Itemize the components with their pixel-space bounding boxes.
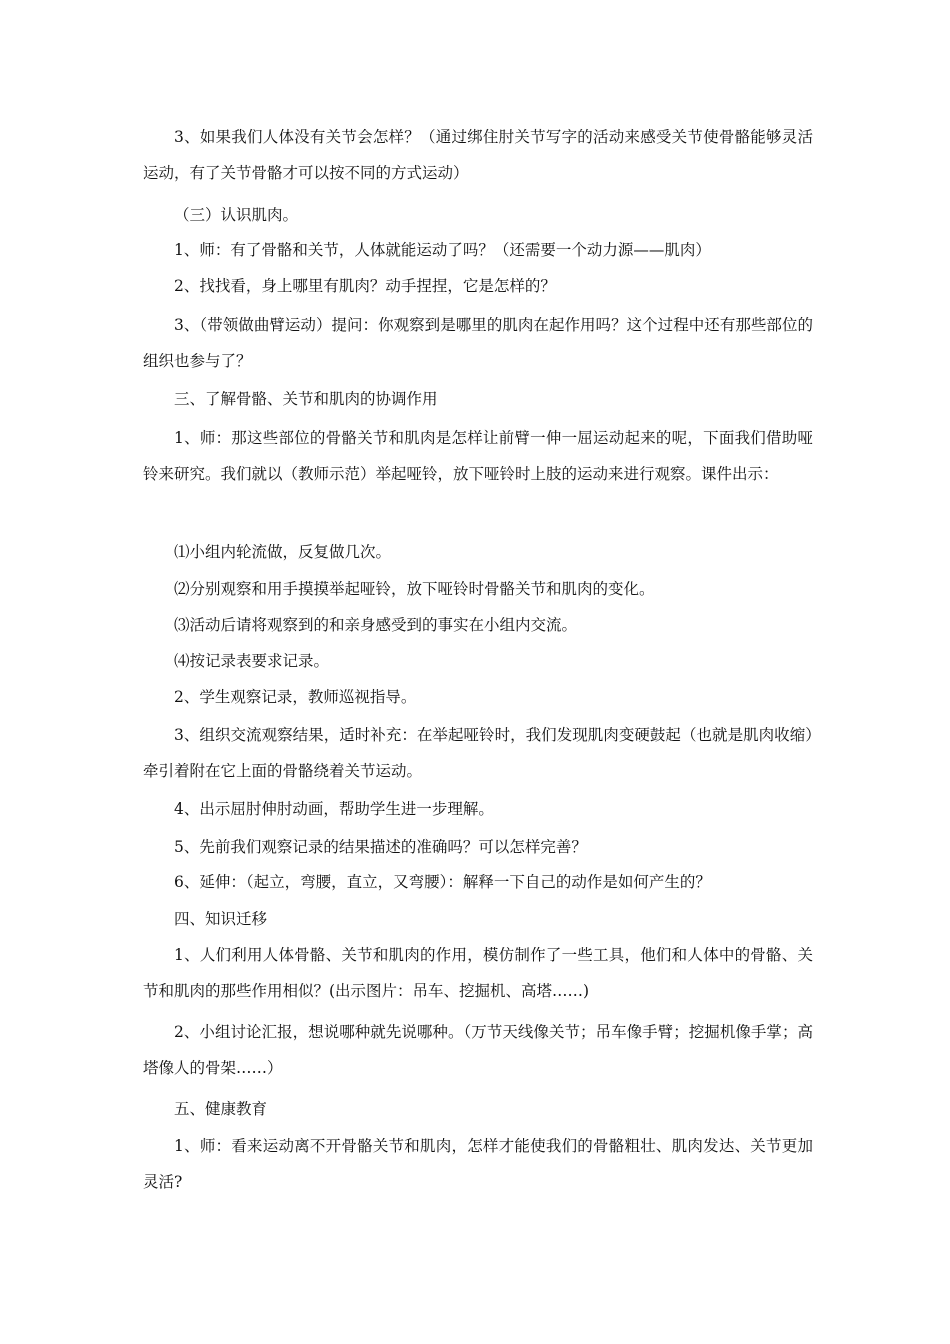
paragraph-health-1: 1、师：看来运动离不开骨骼关节和肌肉，怎样才能使我们的骨骼粗壮、肌肉发达、关节更加灵活?	[143, 1137, 813, 1191]
paragraph-muscle-1: 1、师：有了骨骼和关节，人体就能运动了吗？（还需要一个动力源——肌肉）	[174, 241, 711, 259]
paragraph-coordination-6: 6、延伸：（起立，弯腰，直立，又弯腰）：解释一下自己的动作是如何产生的？	[174, 873, 711, 891]
paragraph-transfer-1: 1、人们利用人体骨骼、关节和肌肉的作用，模仿制作了一些工具，他们和人体中的骨骼、关节和肌肉的那些作用相似？(出示图片：吊车、挖掘机、高塔……)	[143, 946, 813, 1000]
list-item-1: ⑴小组内轮流做，反复做几次。	[174, 543, 392, 561]
paragraph-coordination-3: 3、组织交流观察结果，适时补充：在举起哑铃时，我们发现肌肉变硬鼓起（也就是肌肉收缩）牵引着附在它上面的骨骼绕着关节运动。	[143, 726, 813, 780]
list-item-3: ⑶活动后请将观察到的和亲身感受到的事实在小组内交流。	[174, 616, 578, 634]
paragraph-coordination-5: 5、先前我们观察记录的结果描述的准确吗？可以怎样完善？	[174, 838, 587, 856]
paragraph-coordination-2: 2、学生观察记录，教师巡视指导。	[174, 688, 417, 706]
list-item-2: ⑵分别观察和用手摸摸举起哑铃，放下哑铃时骨骼关节和肌肉的变化。	[174, 580, 655, 598]
paragraph-transfer-2: 2、小组讨论汇报，想说哪种就先说哪种。（万节天线像关节；吊车像手臂；挖掘机像手掌；高塔像人的骨架……）	[143, 1023, 813, 1077]
list-item-4: ⑷按记录表要求记录。	[174, 652, 330, 670]
paragraph-coordination-1: 1、师：那这些部位的骨骼关节和肌肉是怎样让前臂一伸一屈运动起来的呢，下面我们借助哑铃来研究。我们就以（教师示范）举起哑铃，放下哑铃时上肢的运动来进行观察。课件出示：	[143, 429, 813, 483]
section-heading-coordination: 三、了解骨骼、关节和肌肉的协调作用	[174, 390, 438, 408]
section-heading-transfer: 四、知识迁移	[174, 910, 268, 928]
paragraph-coordination-4: 4、出示屈肘伸肘动画，帮助学生进一步理解。	[174, 800, 494, 818]
paragraph-muscle-3: 3、（带领做曲臂运动）提问：你观察到是哪里的肌肉在起作用吗？这个过程中还有那些部位的组织也参与了？	[143, 316, 813, 370]
paragraph-joint-question: 3、如果我们人体没有关节会怎样？（通过绑住肘关节写字的活动来感受关节使骨骼能够灵活运动，有了关节骨骼才可以按不同的方式运动）	[143, 128, 813, 182]
section-heading-health: 五、健康教育	[174, 1100, 268, 1118]
paragraph-muscle-2: 2、找找看，身上哪里有肌肉？动手捏捏，它是怎样的？	[174, 277, 556, 295]
section-heading-muscle: （三）认识肌肉。	[174, 206, 299, 224]
